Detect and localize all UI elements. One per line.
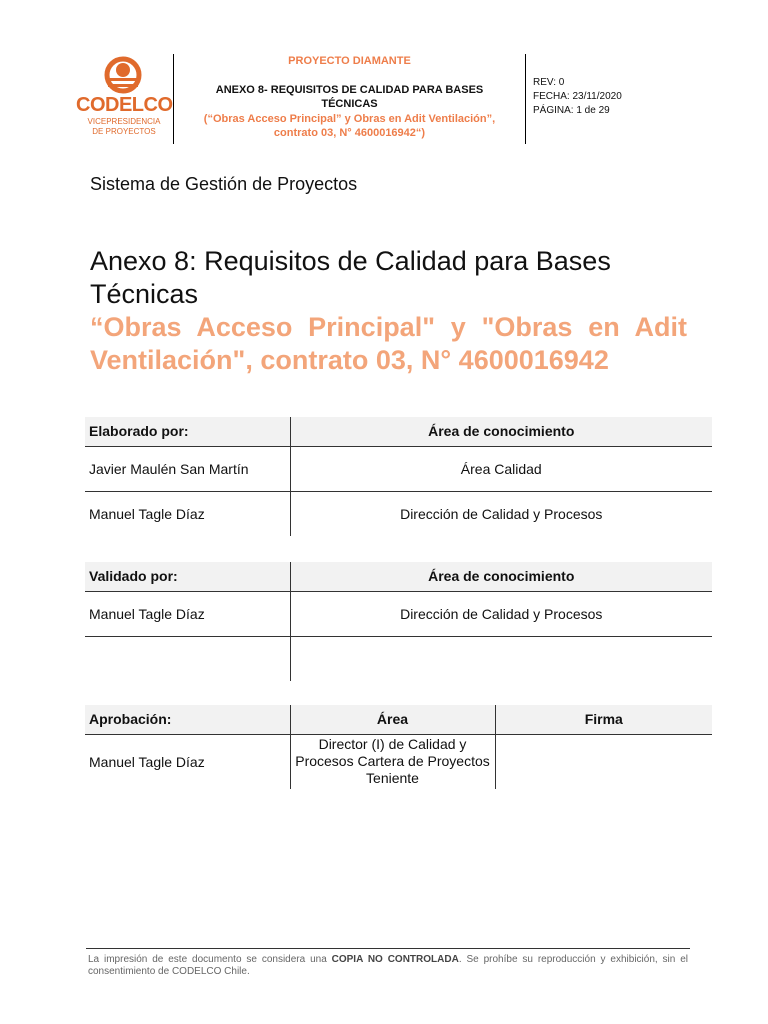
table-header: Elaborado por: bbox=[85, 417, 290, 446]
footer-disclaimer bbox=[88, 954, 688, 978]
header-title bbox=[184, 83, 515, 111]
footer-text: . Se prohíbe su reproducción y exhibición, sin el consentimiento de CODELCO Chile. bbox=[88, 954, 688, 977]
header-subtitle-line1: (“Obras Acceso Principal” y Obras en Adit Ventilación”, bbox=[203, 113, 496, 125]
table-cell: Dirección de Calidad y Procesos bbox=[290, 591, 712, 636]
table-cell: Área Calidad bbox=[290, 446, 712, 491]
logo-subtitle-line1: VICEPRESIDENCIA bbox=[87, 117, 161, 126]
header-subtitle bbox=[180, 112, 519, 140]
header-center bbox=[174, 54, 525, 144]
system-title: Sistema de Gestión de Proyectos bbox=[90, 174, 358, 194]
logo bbox=[72, 54, 172, 144]
table-row bbox=[85, 491, 712, 536]
signature-cell bbox=[495, 734, 712, 789]
document-title bbox=[90, 245, 690, 311]
table-header: Área de conocimiento bbox=[290, 417, 712, 446]
table-header-row bbox=[85, 705, 712, 734]
document-subtitle: “Obras Acceso Principal" y "Obras en Adit Ventilación", contrato 03, N° 4600016942 bbox=[90, 312, 687, 375]
table-header-row bbox=[85, 417, 712, 446]
page-number: PÁGINA: 1 de 29 bbox=[533, 105, 610, 116]
table-cell bbox=[290, 636, 712, 681]
header-title-line2: TÉCNICAS bbox=[321, 98, 378, 110]
elaborado-table bbox=[85, 417, 712, 536]
header-title-line1: ANEXO 8- REQUISITOS DE CALIDAD PARA BASES bbox=[215, 84, 484, 96]
table-cell bbox=[85, 636, 290, 681]
table-row bbox=[85, 446, 712, 491]
aprobacion-table bbox=[85, 705, 712, 789]
table-row bbox=[85, 734, 712, 789]
table-header: Área bbox=[290, 705, 495, 734]
table-header: Firma bbox=[495, 705, 712, 734]
logo-subtitle bbox=[76, 117, 172, 137]
document-title-line1: Anexo 8: Requisitos de Calidad para Bases bbox=[90, 246, 611, 276]
footer-text: La impresión de este documento se considera una bbox=[88, 954, 332, 965]
table-header-row bbox=[85, 562, 712, 591]
header-divider bbox=[525, 54, 526, 144]
project-name: PROYECTO DIAMANTE bbox=[288, 55, 411, 67]
document-info bbox=[533, 76, 622, 118]
table-header: Aprobación: bbox=[85, 705, 290, 734]
table-header: Validado por: bbox=[85, 562, 290, 591]
table-cell: Dirección de Calidad y Procesos bbox=[290, 491, 712, 536]
table-cell: Manuel Tagle Díaz bbox=[85, 591, 290, 636]
table-row bbox=[85, 591, 712, 636]
table-cell: Manuel Tagle Díaz bbox=[89, 505, 205, 522]
codelco-logo-icon bbox=[72, 54, 172, 98]
header-subtitle-line2: contrato 03, N° 4600016942“) bbox=[273, 127, 426, 139]
logo-name: CODELCO bbox=[76, 94, 173, 116]
revision: REV: 0 bbox=[533, 77, 565, 88]
logo-subtitle-line2: DE PROYECTOS bbox=[92, 127, 156, 136]
table-row bbox=[85, 636, 712, 681]
table-header: Área de conocimiento bbox=[290, 562, 712, 591]
table-cell: Director (I) de Calidad y Procesos Cartera de Proyectos Teniente bbox=[290, 734, 495, 789]
date: FECHA: 23/11/2020 bbox=[533, 91, 622, 102]
document-title-line2: Técnicas bbox=[90, 279, 199, 309]
table-cell: Manuel Tagle Díaz bbox=[89, 753, 205, 770]
table-cell: Javier Maulén San Martín bbox=[85, 446, 290, 491]
footer-bold: COPIA NO CONTROLADA bbox=[331, 954, 459, 965]
footer-divider bbox=[86, 948, 690, 949]
validado-table bbox=[85, 562, 712, 681]
document-header bbox=[72, 54, 698, 144]
